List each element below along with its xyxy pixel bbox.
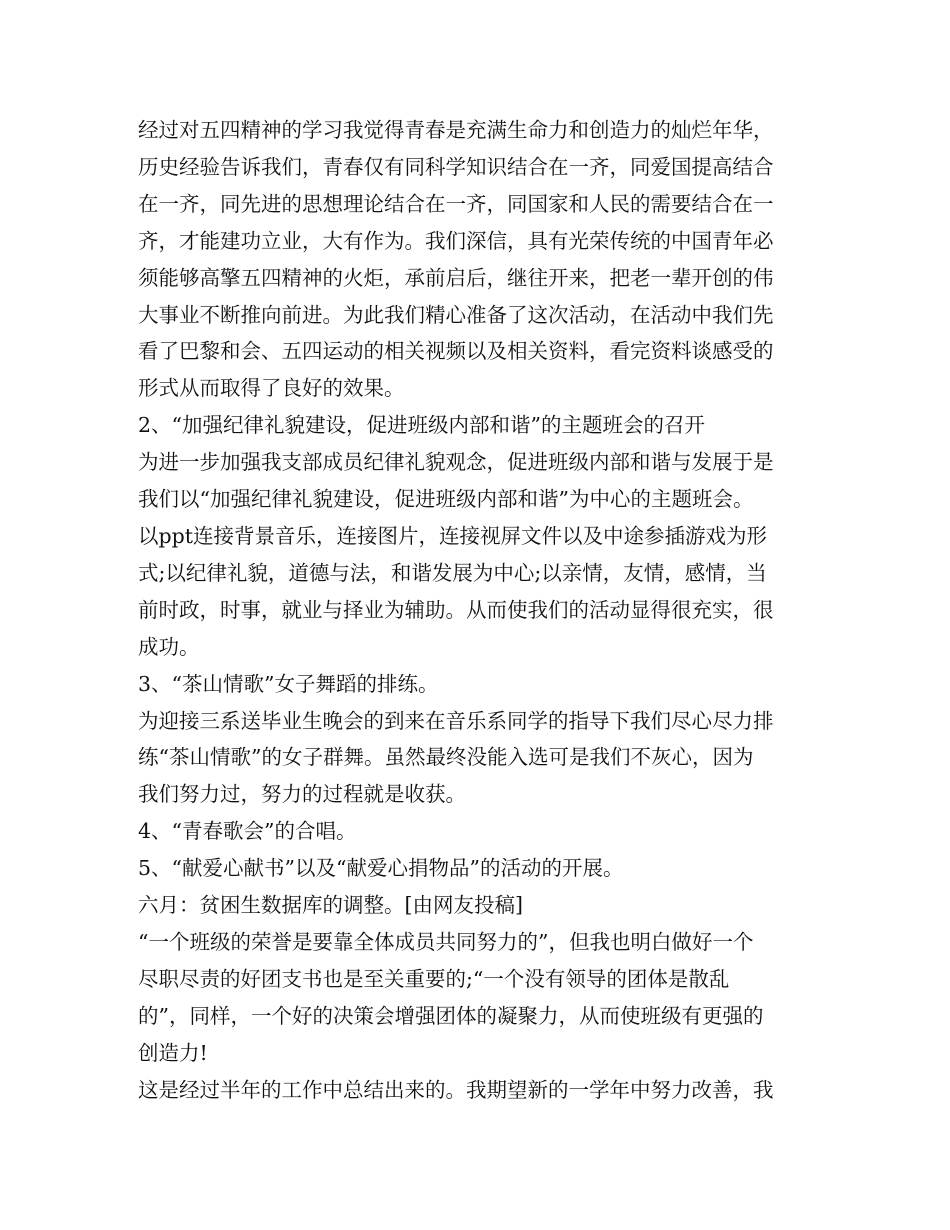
text-line: 的”，同样，一个好的决策会增强团体的凝聚力，从而使班级有更强的 <box>138 1003 764 1028</box>
text-line: 大事业不断推向前进。为此我们精心准备了这次活动，在活动中我们先 <box>138 302 774 327</box>
text-line: 看了巴黎和会、五四运动的相关视频以及相关资料，看完资料谈感受的 <box>138 339 774 364</box>
text-line: 成功。 <box>138 634 200 659</box>
text-line: 这是经过半年的工作中总结出来的。我期望新的一学年中努力改善，我 <box>138 1077 774 1102</box>
text-line: 历史经验告诉我们，青春仅有同科学知识结合在一齐，同爱国提高结合 <box>138 154 774 179</box>
text-line: 创造力! <box>138 1040 208 1065</box>
text-line: 为迎接三系送毕业生晚会的到来在音乐系同学的指导下我们尽心尽力排 <box>138 708 774 733</box>
document-body <box>138 112 818 1108</box>
section-heading: 3、“茶山情歌”女子舞蹈的排练。 <box>138 671 439 696</box>
section-heading: 4、“青春歌会”的合唱。 <box>138 819 357 844</box>
text-line: 练“茶山情歌”的女子群舞。虽然最终没能入选可是我们不灰心，因为 <box>138 745 754 770</box>
section-heading: 5、“献爱心献书”以及“献爱心捐物品”的活动的开展。 <box>138 856 624 881</box>
section-heading: 六月：贫困生数据库的调整。[由网友投稿] <box>138 893 523 918</box>
text-line: 为进一步加强我支部成员纪律礼貌观念，促进班级内部和谐与发展于是 <box>138 450 774 475</box>
text-line: 尽职尽责的好团支书也是至关重要的;“一个没有领导的团体是散乱 <box>138 966 730 991</box>
text-line: 前时政，时事，就业与择业为辅助。从而使我们的活动显得很充实，很 <box>138 597 774 622</box>
text-line: 以ppt连接背景音乐，连接图片，连接视屏文件以及中途参插游戏为形 <box>138 523 767 548</box>
section-heading: 2、“加强纪律礼貌建设，促进班级内部和谐”的主题班会的召开 <box>138 413 706 438</box>
text-line: 形式从而取得了良好的效果。 <box>138 376 405 401</box>
text-line: 须能够高擎五四精神的火炬，承前启后，继往开来，把老一辈开创的伟 <box>138 265 774 290</box>
text-line: 齐，才能建功立业，大有作为。我们深信，具有光荣传统的中国青年必 <box>138 228 774 253</box>
text-line: 在一齐，同先进的思想理论结合在一齐，同国家和人民的需要结合在一 <box>138 191 774 216</box>
text-line: 我们努力过，努力的过程就是收获。 <box>138 782 466 807</box>
text-line: 式;以纪律礼貌，道德与法，和谐发展为中心;以亲情，友情，感情，当 <box>138 560 767 585</box>
text-line: 经过对五四精神的学习我觉得青春是充满生命力和创造力的灿烂年华， <box>138 118 774 142</box>
text-line: 我们以“加强纪律礼貌建设，促进班级内部和谐”为中心的主题班会。 <box>138 487 754 512</box>
text-line: “一个班级的荣誉是要靠全体成员共同努力的”，但我也明白做好一个 <box>138 929 754 954</box>
